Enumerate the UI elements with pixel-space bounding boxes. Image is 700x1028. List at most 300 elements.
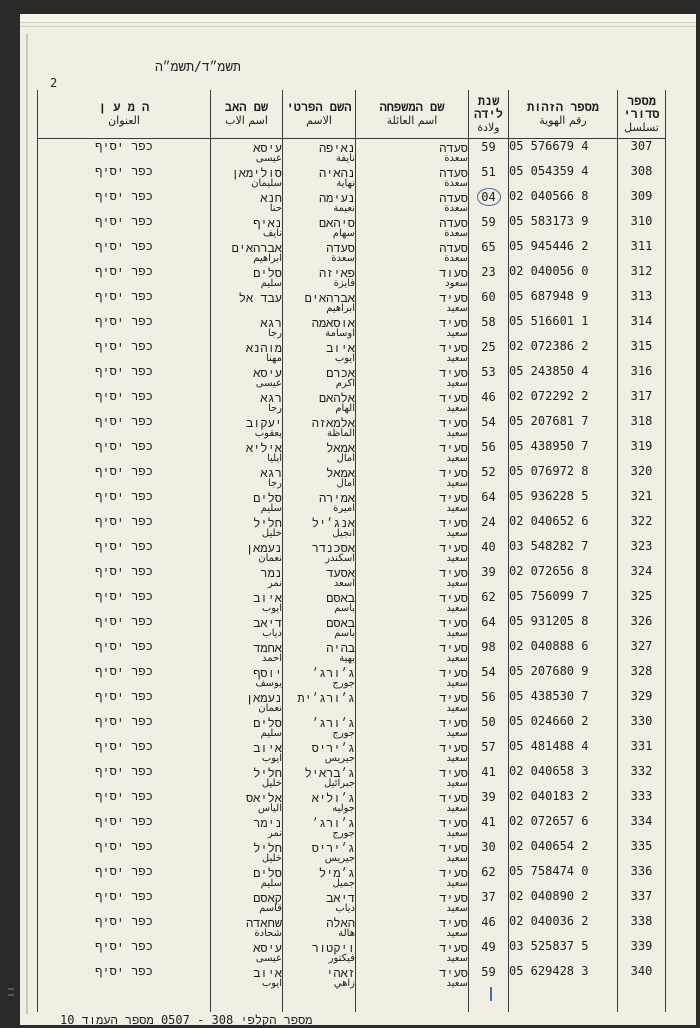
address-cell: כפר יסיף bbox=[38, 414, 211, 439]
first-name-cell bbox=[283, 389, 356, 414]
father-name-he: חליל bbox=[253, 766, 282, 780]
table-row bbox=[38, 689, 666, 714]
birth-year-cell bbox=[469, 214, 509, 239]
family-name-ar: سعيد bbox=[446, 328, 468, 339]
father-name-he: שחאדה bbox=[245, 916, 282, 930]
id-number-cell: 05 583173 9 bbox=[509, 214, 618, 239]
family-name-cell bbox=[356, 964, 469, 989]
father-name-cell bbox=[211, 814, 283, 839]
id-number-cell: 05 207680 9 bbox=[509, 664, 618, 689]
father-name-ar: نمر bbox=[267, 578, 282, 589]
father-name-ar: نعمان bbox=[258, 553, 282, 564]
first-name-he: נאיפה bbox=[318, 141, 355, 155]
birth-year: 24 bbox=[481, 515, 496, 529]
father-name-cell bbox=[211, 389, 283, 414]
first-name-ar: انجيل bbox=[332, 528, 355, 539]
first-name-ar: جبرائيل bbox=[324, 778, 355, 789]
first-name-ar: الماظة bbox=[327, 428, 355, 439]
serial-cell: 312 bbox=[618, 264, 666, 289]
birth-year: 30 bbox=[481, 840, 496, 854]
birth-year: 46 bbox=[481, 915, 496, 929]
family-name-cell bbox=[356, 939, 469, 964]
family-name-he: סעדה bbox=[439, 216, 468, 230]
birth-year-cell bbox=[469, 889, 509, 914]
pen-mark bbox=[490, 987, 492, 1001]
col-header-serial: מספר סדורי تسلسل bbox=[618, 90, 666, 139]
birth-year-cell bbox=[469, 514, 509, 539]
table-filler-row bbox=[38, 989, 666, 1012]
birth-year-cell bbox=[469, 964, 509, 989]
first-name-cell bbox=[283, 539, 356, 564]
father-name-he: סלים bbox=[253, 716, 282, 730]
father-name-he: אברהאים bbox=[231, 241, 282, 255]
table-row bbox=[38, 239, 666, 264]
family-name-he: סעדה bbox=[439, 166, 468, 180]
father-name-ar: ايوب bbox=[261, 978, 282, 989]
address-cell: כפר יסיף bbox=[38, 389, 211, 414]
first-name-ar: دياب bbox=[335, 903, 355, 914]
birth-year-cell bbox=[469, 289, 509, 314]
table-row bbox=[38, 264, 666, 289]
father-name-cell bbox=[211, 589, 283, 614]
father-name-cell bbox=[211, 664, 283, 689]
table-row bbox=[38, 814, 666, 839]
id-number-cell: 05 931205 8 bbox=[509, 614, 618, 639]
birth-year-cell bbox=[469, 364, 509, 389]
serial-cell: 311 bbox=[618, 239, 666, 264]
father-name-ar: نايف bbox=[263, 228, 282, 239]
first-name-cell bbox=[283, 214, 356, 239]
id-number-cell: 02 040888 6 bbox=[509, 639, 618, 664]
serial-cell: 334 bbox=[618, 814, 666, 839]
address-cell: כפר יסיף bbox=[38, 714, 211, 739]
father-name-he: סלים bbox=[253, 491, 282, 505]
id-number-cell: 05 687948 9 bbox=[509, 289, 618, 314]
table-row bbox=[38, 639, 666, 664]
table-row bbox=[38, 489, 666, 514]
first-name-ar: الهام bbox=[335, 403, 355, 414]
father-name-cell bbox=[211, 489, 283, 514]
father-name-he: איליא bbox=[245, 441, 282, 455]
father-name-ar: نمر bbox=[267, 828, 282, 839]
table-row bbox=[38, 589, 666, 614]
first-name-cell bbox=[283, 964, 356, 989]
father-name-he: נימר bbox=[253, 816, 282, 830]
family-name-cell bbox=[356, 764, 469, 789]
family-name-ar: سعيد bbox=[446, 578, 468, 589]
address-cell: כפר יסיף bbox=[38, 339, 211, 364]
father-name-ar: رجا bbox=[267, 478, 282, 489]
family-name-he: סעיד bbox=[439, 641, 468, 655]
table-row bbox=[38, 739, 666, 764]
table-body bbox=[38, 139, 666, 1013]
address-cell: כפר יסיף bbox=[38, 689, 211, 714]
family-name-he: סעיד bbox=[439, 741, 468, 755]
serial-cell: 319 bbox=[618, 439, 666, 464]
father-name-ar: خليل bbox=[261, 853, 282, 864]
first-name-ar: فيكتور bbox=[328, 953, 355, 964]
id-number-cell: 02 072657 6 bbox=[509, 814, 618, 839]
address-cell: כפר יסיף bbox=[38, 639, 211, 664]
id-number-cell: 05 758474 0 bbox=[509, 864, 618, 889]
address-cell: כפר יסיף bbox=[38, 964, 211, 989]
birth-year-cell bbox=[469, 839, 509, 864]
family-name-ar: سعيد bbox=[446, 603, 468, 614]
family-name-ar: سعيد bbox=[446, 753, 468, 764]
table-row bbox=[38, 939, 666, 964]
first-name-cell bbox=[283, 739, 356, 764]
first-name-cell bbox=[283, 514, 356, 539]
address-cell: כפר יסיף bbox=[38, 264, 211, 289]
voter-table bbox=[37, 90, 666, 1012]
family-name-he: סעיד bbox=[439, 766, 468, 780]
first-name-he: סיהאם bbox=[318, 216, 355, 230]
serial-cell: 316 bbox=[618, 364, 666, 389]
father-name-ar: عيسى bbox=[255, 378, 282, 389]
address-cell: כפר יסיף bbox=[38, 914, 211, 939]
first-name-cell bbox=[283, 189, 356, 214]
birth-year-cell bbox=[469, 689, 509, 714]
address-cell: כפר יסיף bbox=[38, 864, 211, 889]
birth-year: 65 bbox=[481, 240, 496, 254]
serial-cell: 317 bbox=[618, 389, 666, 414]
id-number-cell: 05 516601 1 bbox=[509, 314, 618, 339]
first-name-he: ג׳ורג׳ bbox=[311, 666, 355, 680]
serial-cell: 331 bbox=[618, 739, 666, 764]
first-name-ar: جوليه bbox=[332, 803, 355, 814]
first-name-ar: باسم bbox=[334, 603, 355, 614]
first-name-cell bbox=[283, 839, 356, 864]
family-name-he: סעיד bbox=[439, 666, 468, 680]
id-number-cell: 03 525837 5 bbox=[509, 939, 618, 964]
father-name-cell bbox=[211, 189, 283, 214]
first-name-cell bbox=[283, 889, 356, 914]
family-name-ar: سعدة bbox=[444, 228, 468, 239]
family-name-he: סעיד bbox=[439, 566, 468, 580]
father-name-he: מוהנא bbox=[245, 341, 282, 355]
first-name-ar: بهية bbox=[339, 653, 355, 664]
id-number-cell: 05 243850 4 bbox=[509, 364, 618, 389]
table-row bbox=[38, 289, 666, 314]
id-number-cell: 05 438950 7 bbox=[509, 439, 618, 464]
birth-year-cell bbox=[469, 314, 509, 339]
family-name-he: סעיד bbox=[439, 866, 468, 880]
father-name-cell bbox=[211, 364, 283, 389]
birth-year: 25 bbox=[481, 340, 496, 354]
family-name-ar: سعيد bbox=[446, 778, 468, 789]
birth-year-cell bbox=[469, 814, 509, 839]
serial-cell: 328 bbox=[618, 664, 666, 689]
id-number-cell: 05 438530 7 bbox=[509, 689, 618, 714]
first-name-he: ג׳יריס bbox=[311, 741, 355, 755]
father-name-he: רגא bbox=[260, 391, 282, 405]
family-name-cell bbox=[356, 239, 469, 264]
birth-year: 04 bbox=[477, 188, 501, 206]
first-name-ar: سهام bbox=[332, 228, 355, 239]
table-row bbox=[38, 339, 666, 364]
father-name-cell bbox=[211, 314, 283, 339]
family-name-cell bbox=[356, 164, 469, 189]
father-name-he: יעקוב bbox=[245, 416, 282, 430]
first-name-ar: فايزة bbox=[333, 278, 355, 289]
family-name-cell bbox=[356, 214, 469, 239]
col-header-family: שם המשפחה اسم العائلة bbox=[356, 90, 469, 139]
family-name-ar: سعيد bbox=[446, 928, 468, 939]
family-name-he: סעדה bbox=[439, 191, 468, 205]
first-name-ar: نايفة bbox=[335, 153, 355, 164]
table-row bbox=[38, 564, 666, 589]
first-name-ar: جميل bbox=[332, 878, 355, 889]
first-name-cell bbox=[283, 664, 356, 689]
father-name-ar: قاسم bbox=[259, 903, 282, 914]
first-name-he: איוב bbox=[326, 341, 355, 355]
father-name-cell bbox=[211, 414, 283, 439]
father-name-ar: رجا bbox=[267, 403, 282, 414]
family-name-he: סעיד bbox=[439, 391, 468, 405]
family-name-he: סעיד bbox=[439, 541, 468, 555]
father-name-he: דיאב bbox=[253, 616, 282, 630]
first-name-ar: جورج bbox=[332, 728, 355, 739]
birth-year: 46 bbox=[481, 390, 496, 404]
first-name-he: אלהאם bbox=[318, 391, 355, 405]
serial-cell: 336 bbox=[618, 864, 666, 889]
father-name-cell bbox=[211, 939, 283, 964]
family-name-he: סעיד bbox=[439, 516, 468, 530]
first-name-cell bbox=[283, 239, 356, 264]
father-name-cell bbox=[211, 514, 283, 539]
father-name-ar: سليم bbox=[260, 728, 282, 739]
table-row bbox=[38, 464, 666, 489]
father-name-he: חליל bbox=[253, 516, 282, 530]
col-header-father: שם האב اسم الاب bbox=[211, 90, 283, 139]
paper-edge bbox=[20, 14, 696, 23]
first-name-ar: سعدة bbox=[331, 253, 355, 264]
first-name-ar: جيريس bbox=[324, 753, 355, 764]
serial-cell: 324 bbox=[618, 564, 666, 589]
birth-year: 58 bbox=[481, 315, 496, 329]
father-name-he: רגא bbox=[260, 316, 282, 330]
table-row bbox=[38, 514, 666, 539]
first-name-ar: اميرة bbox=[333, 503, 355, 514]
father-name-ar: ابراهيم bbox=[253, 253, 282, 264]
table-row bbox=[38, 214, 666, 239]
first-name-he: אמאל bbox=[326, 441, 355, 455]
birth-year: 56 bbox=[481, 440, 496, 454]
family-name-he: סעיד bbox=[439, 691, 468, 705]
family-name-cell bbox=[356, 664, 469, 689]
family-name-he: סעיד bbox=[439, 966, 468, 980]
birth-year: 51 bbox=[481, 165, 496, 179]
father-name-ar: عيسى bbox=[255, 953, 282, 964]
family-name-cell bbox=[356, 539, 469, 564]
father-name-ar: خليل bbox=[261, 528, 282, 539]
table-row bbox=[38, 414, 666, 439]
family-name-cell bbox=[356, 914, 469, 939]
first-name-cell bbox=[283, 639, 356, 664]
address-cell: כפר יסיף bbox=[38, 239, 211, 264]
table-row bbox=[38, 914, 666, 939]
family-name-ar: سعيد bbox=[446, 828, 468, 839]
address-cell: כפר יסיף bbox=[38, 589, 211, 614]
family-name-ar: سعيد bbox=[446, 953, 468, 964]
first-name-he: זאהי bbox=[326, 966, 355, 980]
first-name-ar: اكرم bbox=[335, 378, 355, 389]
col-header-id: מספר הזהות رقم الهوية bbox=[509, 90, 618, 139]
year-header: תשמ״ד/תשמ״ה bbox=[155, 60, 241, 75]
father-name-cell bbox=[211, 864, 283, 889]
birth-year: 40 bbox=[481, 540, 496, 554]
family-name-cell bbox=[356, 339, 469, 364]
birth-year: 54 bbox=[481, 415, 496, 429]
address-cell: כפר יסיף bbox=[38, 464, 211, 489]
table-row bbox=[38, 164, 666, 189]
address-cell: כפר יסיף bbox=[38, 939, 211, 964]
father-name-he: אחמד bbox=[253, 641, 282, 655]
family-name-he: סעיד bbox=[439, 941, 468, 955]
margin-rule bbox=[26, 34, 28, 1014]
first-name-he: אכרם bbox=[326, 366, 355, 380]
birth-year-cell bbox=[469, 664, 509, 689]
father-name-cell bbox=[211, 739, 283, 764]
father-name-he: רגא bbox=[260, 466, 282, 480]
family-name-cell bbox=[356, 614, 469, 639]
address-cell: כפר יסיף bbox=[38, 189, 211, 214]
father-name-cell bbox=[211, 439, 283, 464]
birth-year-cell bbox=[469, 164, 509, 189]
family-name-ar: سعيد bbox=[446, 453, 468, 464]
id-number-cell: 02 040658 3 bbox=[509, 764, 618, 789]
empty-cell bbox=[509, 989, 618, 1012]
table-row bbox=[38, 964, 666, 989]
first-name-cell bbox=[283, 589, 356, 614]
serial-cell: 315 bbox=[618, 339, 666, 364]
birth-year: 59 bbox=[481, 140, 496, 154]
father-name-he: אליאס bbox=[245, 791, 282, 805]
family-name-ar: سعيد bbox=[446, 628, 468, 639]
address-cell: כפר יסיף bbox=[38, 164, 211, 189]
id-number-cell: 05 936228 5 bbox=[509, 489, 618, 514]
first-name-he: אסכנדר bbox=[311, 541, 355, 555]
serial-cell: 314 bbox=[618, 314, 666, 339]
address-cell: כפר יסיף bbox=[38, 364, 211, 389]
family-name-he: סעיד bbox=[439, 491, 468, 505]
father-name-he: חליל bbox=[253, 841, 282, 855]
family-name-cell bbox=[356, 839, 469, 864]
first-name-cell bbox=[283, 264, 356, 289]
family-name-ar: سعدة bbox=[444, 178, 468, 189]
serial-cell: 308 bbox=[618, 164, 666, 189]
family-name-cell bbox=[356, 789, 469, 814]
family-name-ar: سعدة bbox=[444, 203, 468, 214]
father-name-cell bbox=[211, 964, 283, 989]
father-name-he: עיסא bbox=[253, 941, 282, 955]
family-name-he: סעיד bbox=[439, 366, 468, 380]
address-cell: כפר יסיף bbox=[38, 789, 211, 814]
first-name-ar: امال bbox=[336, 478, 355, 489]
first-name-cell bbox=[283, 864, 356, 889]
id-number-cell: 02 040036 2 bbox=[509, 914, 618, 939]
address-cell: כפר יסיף bbox=[38, 214, 211, 239]
first-name-he: אמאל bbox=[326, 466, 355, 480]
serial-cell: 321 bbox=[618, 489, 666, 514]
father-name-he: עיסא bbox=[253, 366, 282, 380]
serial-cell: 320 bbox=[618, 464, 666, 489]
father-name-he: עבד אל bbox=[238, 291, 282, 305]
family-name-ar: سعيد bbox=[446, 478, 468, 489]
birth-year: 53 bbox=[481, 365, 496, 379]
serial-cell: 325 bbox=[618, 589, 666, 614]
father-name-ar: شحادة bbox=[254, 928, 282, 939]
father-name-he: עיסא bbox=[253, 141, 282, 155]
first-name-cell bbox=[283, 714, 356, 739]
first-name-he: באסם bbox=[326, 616, 355, 630]
father-name-ar: ايوب bbox=[261, 603, 282, 614]
family-name-ar: سعيد bbox=[446, 653, 468, 664]
father-name-he: חנא bbox=[260, 191, 282, 205]
birth-year-cell bbox=[469, 939, 509, 964]
first-name-ar: اسعد bbox=[333, 578, 355, 589]
birth-year-cell bbox=[469, 439, 509, 464]
serial-cell: 335 bbox=[618, 839, 666, 864]
serial-cell: 338 bbox=[618, 914, 666, 939]
family-name-ar: سعيد bbox=[446, 978, 468, 989]
birth-year-cell bbox=[469, 589, 509, 614]
table-row bbox=[38, 364, 666, 389]
address-cell: כפר יסיף bbox=[38, 889, 211, 914]
father-name-ar: نعمان bbox=[258, 703, 282, 714]
id-number-cell: 02 040566 8 bbox=[509, 189, 618, 214]
id-number-cell: 05 945446 2 bbox=[509, 239, 618, 264]
first-name-cell bbox=[283, 764, 356, 789]
father-name-cell bbox=[211, 639, 283, 664]
family-name-cell bbox=[356, 889, 469, 914]
table-header-row bbox=[38, 90, 666, 139]
father-name-he: נעמאן bbox=[245, 691, 282, 705]
address-cell: כפר יסיף bbox=[38, 489, 211, 514]
birth-year: 62 bbox=[481, 590, 496, 604]
table-row bbox=[38, 839, 666, 864]
first-name-he: ויקטור bbox=[311, 941, 355, 955]
table-row bbox=[38, 539, 666, 564]
serial-cell: 327 bbox=[618, 639, 666, 664]
birth-year-cell bbox=[469, 264, 509, 289]
first-name-he: ג׳וליא bbox=[311, 791, 355, 805]
id-number-cell: 02 072292 2 bbox=[509, 389, 618, 414]
empty-cell bbox=[618, 989, 666, 1012]
family-name-he: סעוד bbox=[439, 266, 468, 280]
father-name-ar: مهنا bbox=[265, 353, 282, 364]
father-name-cell bbox=[211, 839, 283, 864]
birth-year-cell bbox=[469, 614, 509, 639]
father-name-cell bbox=[211, 789, 283, 814]
first-name-he: האלה bbox=[326, 916, 355, 930]
birth-year: 52 bbox=[481, 465, 496, 479]
address-cell: כפר יסיף bbox=[38, 764, 211, 789]
address-cell: כפר יסיף bbox=[38, 439, 211, 464]
first-name-cell bbox=[283, 339, 356, 364]
serial-cell: 330 bbox=[618, 714, 666, 739]
col-header-first: השם הפרטי الاسم bbox=[283, 90, 356, 139]
address-cell: כפר יסיף bbox=[38, 514, 211, 539]
father-name-cell bbox=[211, 764, 283, 789]
father-name-cell bbox=[211, 689, 283, 714]
birth-year-cell bbox=[469, 639, 509, 664]
birth-year-cell bbox=[469, 539, 509, 564]
birth-year-cell bbox=[469, 864, 509, 889]
family-name-cell bbox=[356, 689, 469, 714]
birth-year: 56 bbox=[481, 690, 496, 704]
father-name-cell bbox=[211, 289, 283, 314]
